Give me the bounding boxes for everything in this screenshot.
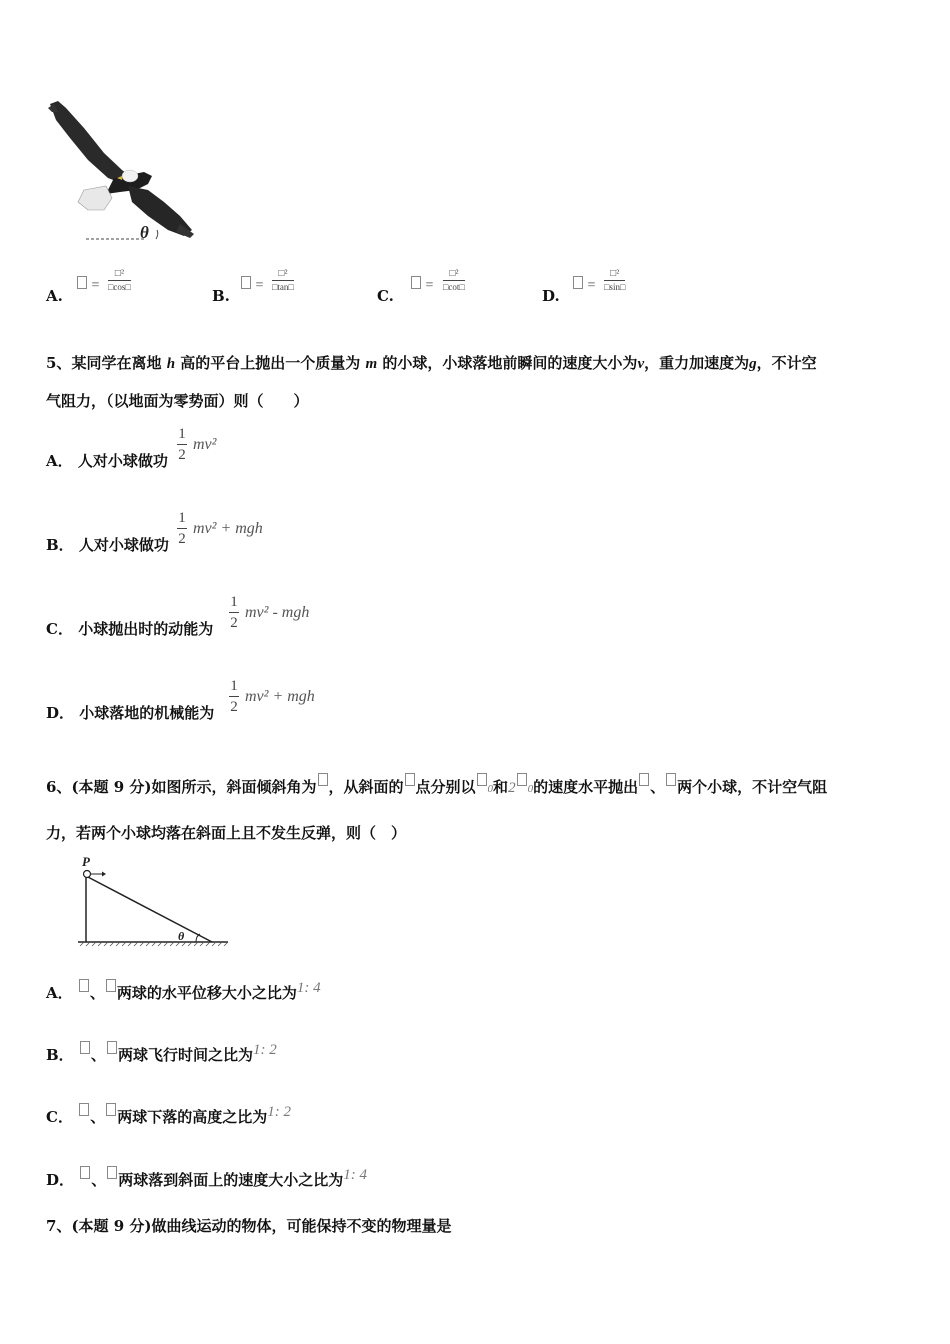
q6-option-b[interactable]: B． 、 两球飞行时间之比为1: 2 [46,1042,277,1064]
incline-theta-label: θ [178,929,185,943]
q5-option-b-expr: mv² + mgh [193,520,263,537]
q5-option-c-frac: 1 2 [230,594,238,631]
eagle-tail [78,186,112,210]
q5-stem-line2: 气阻力，（以地面为零势面）则（ ） [46,392,309,410]
q5-option-b[interactable]: B． 人对小球做功 [46,536,169,554]
q4-option-c-lhs: = [410,276,433,294]
q4-option-b-lhs: = [240,276,263,294]
q5-stem-line1: 5、某同学在离地 h 高的平台上抛出一个质量为 m 的小球，小球落地前瞬间的速度大小为v，重力加速度为g，不计空 [46,354,817,372]
incline-p-label: P [82,854,90,869]
q6-option-c[interactable]: C． 、 两球下落的高度之比为1: 2 [46,1104,291,1126]
q4-option-a-lhs: = [76,276,99,294]
q5-option-d-expr: mv² + mgh [245,688,315,705]
q4-option-d-letter[interactable]: D. [542,287,560,305]
q6-stem-line1: 6、(本题 9 分)如图所示，斜面倾斜角为 ，从斜面的 点分别以 0和2 0的速度水平抛出 、 两个小球，不计空气阻 [46,773,827,800]
q5-option-a-expr: mv² [193,436,217,453]
q4-option-d-frac: □² □sin□ [604,268,626,292]
eagle-head [122,170,138,182]
eagle-figure [44,98,204,246]
q5-option-c-expr: mv² - mgh [245,604,310,621]
q5-option-a-frac: 1 2 [178,426,186,463]
q5-option-a[interactable]: A． 人对小球做功 [46,452,168,470]
eagle-wing-upper [50,101,132,184]
incline-ball [84,871,91,878]
q4-option-b-letter[interactable]: B. [212,287,230,305]
q4-option-a-frac: □² □cos□ [108,268,131,292]
q6-option-a[interactable]: A． 、 两球的水平位移大小之比为1: 4 [46,980,321,1002]
q4-option-b-frac: □² □tan□ [272,268,294,292]
q6-stem-line2: 力，若两个小球均落在斜面上且不发生反弹，则（ ） [46,824,407,842]
eagle-theta-label: θ [140,223,149,242]
q5-option-d-frac: 1 2 [230,678,238,715]
q5-option-b-frac: 1 2 [178,510,186,547]
q4-option-d-lhs: = [572,276,595,294]
q4-option-c-frac: □² □cot□ [443,268,465,292]
q4-option-a-letter[interactable]: A. [46,287,63,305]
q6-option-d[interactable]: D． 、 两球落到斜面上的速度大小之比为1: 4 [46,1167,368,1189]
q5-option-d[interactable]: D． 小球落地的机械能为 [46,704,215,722]
incline-figure [72,854,232,950]
q7-stem: 7、(本题 9 分)做曲线运动的物体，可能保持不变的物理量是 [46,1217,452,1235]
q5-option-c[interactable]: C． 小球抛出时的动能为 [46,620,214,638]
q4-option-c-letter[interactable]: C. [377,287,394,305]
